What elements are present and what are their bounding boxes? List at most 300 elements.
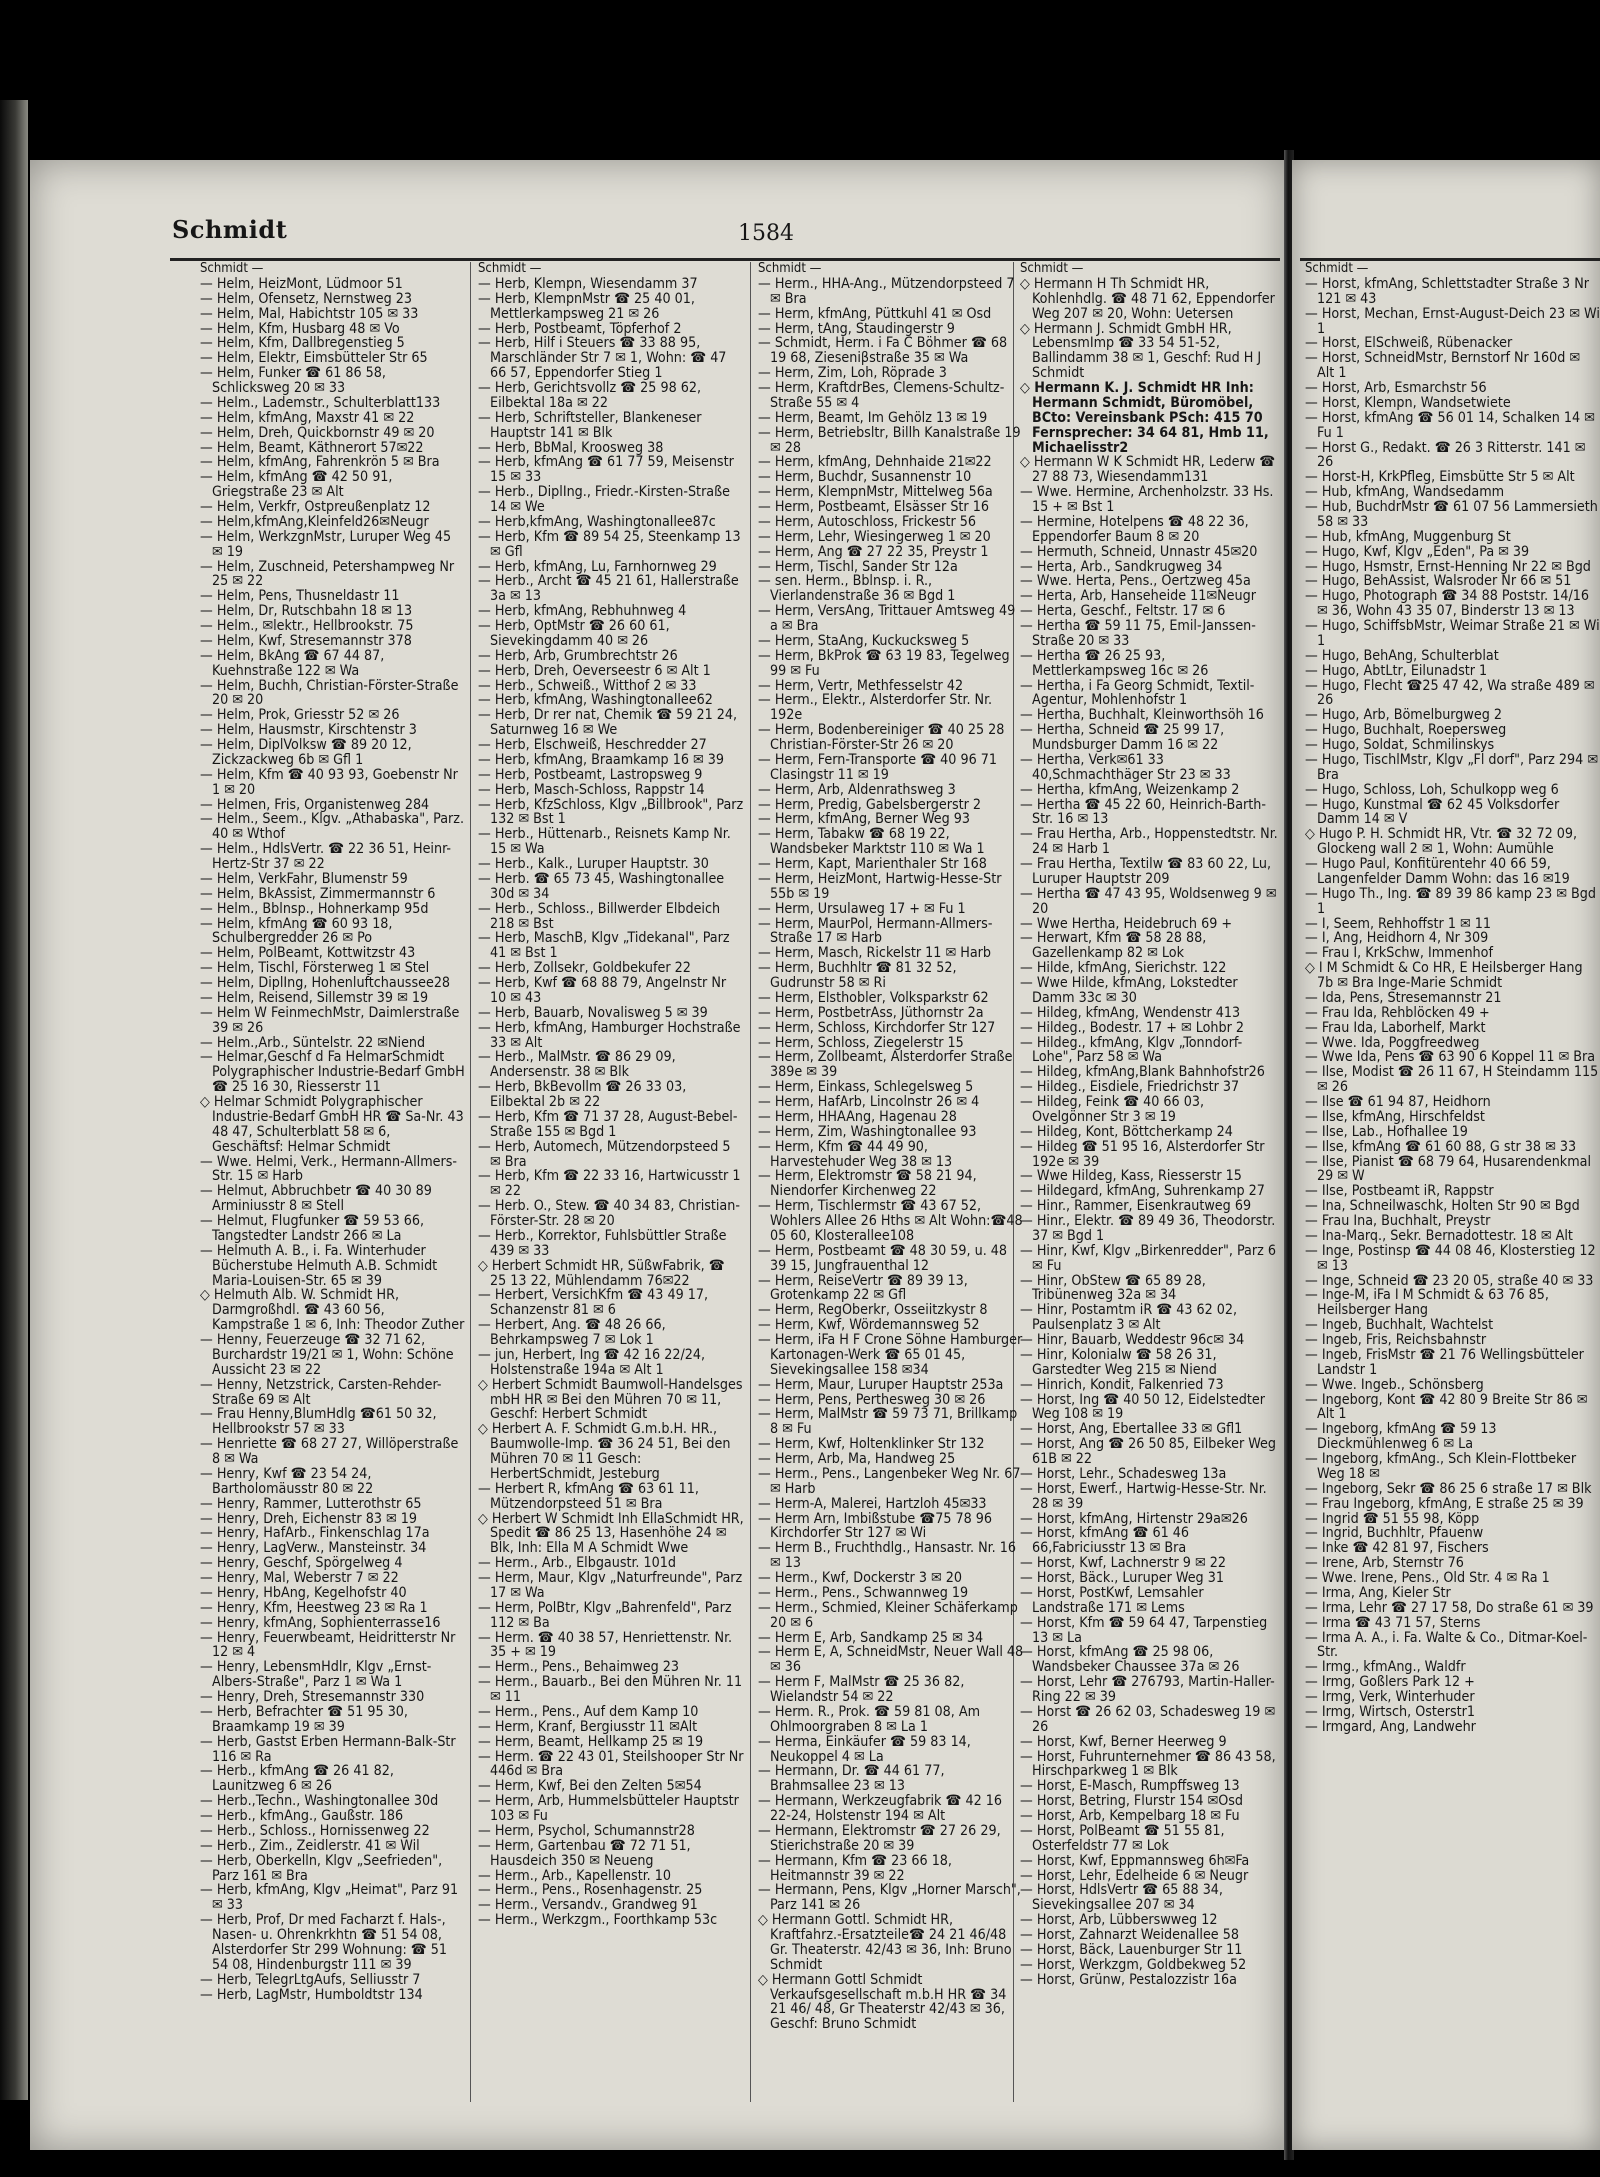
directory-entry: — Herm, Arb, Hummelsbütteler Hauptstr 103 ✉ Fu bbox=[478, 1793, 739, 1824]
directory-entry: — Hildeg ☎ 51 95 16, Alsterdorfer Str 192e ✉ 39 bbox=[1020, 1138, 1265, 1170]
directory-entry: — Herb. O., Stew. ☎ 40 34 83, Christian-Förster-Str. 28 ✉ 20 bbox=[478, 1198, 740, 1229]
directory-entry: — Herb, TelegrLtgAufs, Selliusstr 7 bbox=[200, 1971, 421, 1988]
directory-entry: — Hildegard, kfmAng, Suhrenkamp 27 bbox=[1020, 1183, 1265, 1200]
directory-entry: — Herm, RegOberkr, Osseiitzkystr 8 bbox=[758, 1302, 988, 1319]
directory-entry: — Helm, Prok, Griesstr 52 ✉ 26 bbox=[200, 707, 400, 724]
directory-entry: — Herb, KlempnMstr ☎ 25 40 01, Mettlerkampsweg 21 ✉ 26 bbox=[478, 290, 695, 322]
directory-entry: — Herm, VersAng, Trittauer Amtsweg 49 a ✉ Bra bbox=[758, 603, 1016, 634]
column-head: Schmidt — bbox=[478, 262, 542, 276]
directory-entry: ◇ Hermann W K Schmidt HR, Lederw ☎ 27 88 73, Wiesendamm131 bbox=[1020, 454, 1276, 486]
directory-entry: — Horst, Werkzgm, Goldbekweg 52 bbox=[1020, 1956, 1247, 1973]
directory-entry: — Wwe. Ingeb., Schönsberg bbox=[1305, 1376, 1484, 1393]
directory-entry: — Helm, Kfm, Husbarg 48 ✉ Vo bbox=[200, 320, 400, 337]
directory-entry: — Herb, Kfm ☎ 22 33 16, Hartwicusstr 1 ✉ 22 bbox=[478, 1168, 741, 1200]
directory-entry: — Herb, Dr rer nat, Chemik ☎ 59 21 24, Saturnweg 16 ✉ We bbox=[478, 707, 738, 739]
directory-entry: — Irmg., kfmAng., Waldfr bbox=[1305, 1659, 1466, 1676]
directory-entry: — Hinr, Bauarb, Weddestr 96c✉ 34 bbox=[1020, 1332, 1245, 1348]
directory-entry: — Helm, Ofensetz, Nernstweg 23 bbox=[200, 290, 412, 307]
directory-entry: — Herb, Postbeamt, Lastropsweg 9 bbox=[478, 766, 703, 783]
directory-entry: — Herm, Elektromstr ☎ 58 21 94, Niendorfer Kirchenweg 22 bbox=[758, 1168, 977, 1200]
directory-entry: — Herb, LagMstr, Humboldtstr 134 bbox=[200, 1986, 423, 2003]
directory-entry: — Horst, kfmAng ☎ 56 01 14, Schalken 14 ✉ Fu 1 bbox=[1305, 409, 1595, 441]
directory-entry: — Herm., Arb., Kapellenstr. 10 bbox=[478, 1867, 671, 1884]
directory-entry: — Herb, kfmAng, Washingtonallee62 bbox=[478, 692, 713, 709]
directory-entry: — Helm, kfmAng ☎ 42 50 91, Griegstraße 23 ✉ Alt bbox=[200, 469, 393, 501]
directory-entry: — Herm, Postbeamt ☎ 48 30 59, u. 48 39 15, Jungfrauenthal 12 bbox=[758, 1242, 1008, 1274]
directory-entry: — Helm., Lademstr., Schulterblatt133 bbox=[200, 394, 441, 411]
directory-entry: — Herb, BkBevollm ☎ 26 33 03, Eilbektal 2b ✉ 22 bbox=[478, 1079, 687, 1110]
directory-entry: — Ingeborg, Sekr ☎ 86 25 6 straße 17 ✉ Blk bbox=[1305, 1480, 1592, 1497]
directory-entry: — Horst, Arb, Kempelbarg 18 ✉ Fu bbox=[1020, 1808, 1240, 1824]
directory-entry: — Herbert, VersichKfm ☎ 43 49 17, Schanzenstr 81 ✉ 6 bbox=[478, 1287, 709, 1319]
directory-entry: — Hugo, Kwf, Klgv „Eden", Pa ✉ 39 bbox=[1305, 543, 1530, 560]
directory-entry: — Herm, HeizMont, Hartwig-Hesse-Str 55b ✉ 19 bbox=[758, 870, 1002, 902]
directory-entry: — Herta, Arb, Hanseheide 11✉Neugr bbox=[1020, 588, 1256, 605]
directory-entry: — Herm., Versandv., Grandweg 91 bbox=[478, 1897, 698, 1914]
directory-entry: — Herm, Masch, Rickelstr 11 ✉ Harb bbox=[758, 945, 991, 962]
directory-entry: — Hilde, kfmAng, Sierichstr. 122 bbox=[1020, 960, 1227, 977]
directory-entry: — sen. Herm., Bblnsp. i. R., Vierlandenstraße 36 ✉ Bgd 1 bbox=[758, 573, 956, 605]
directory-entry: — Henry, HbAng, Kegelhofstr 40 bbox=[200, 1584, 407, 1601]
directory-entry: — Horst, Mechan, Ernst-August-Deich 23 ✉ Wi 1 bbox=[1305, 305, 1600, 337]
directory-entry: — Horst, Fuhrunternehmer ☎ 86 43 58, Hirschparkweg 1 ✉ Blk bbox=[1020, 1748, 1276, 1780]
directory-entry: — Horst, Kfm ☎ 59 64 47, Tarpenstieg 13 ✉ La bbox=[1020, 1614, 1268, 1646]
directory-entry: — Frau Hertha, Textilw ☎ 83 60 22, Lu, Luruper Hauptstr 209 bbox=[1020, 856, 1272, 887]
directory-entry: — Helmar,Geschf d Fa HelmarSchmidt Polygraphischer Industrie-Bedarf GmbH ☎ 25 16 30, Riesserstr 11 bbox=[200, 1049, 465, 1096]
directory-entry: — Herm., Pens., Rosenhagenstr. 25 bbox=[478, 1882, 703, 1899]
directory-entry: — Henry, Geschf, Spörgelweg 4 bbox=[200, 1555, 403, 1572]
column-head: Schmidt — bbox=[200, 262, 264, 276]
directory-entry: — Ilse, kfmAng ☎ 61 60 88, G str 38 ✉ 33 bbox=[1305, 1138, 1577, 1155]
directory-entry: ◇ Helmuth Alb. W. Schmidt HR, Darmgroßhdl. ☎ 43 60 56, Kampstraße 1 ✉ 6, Inh: Theodor Zuther bbox=[200, 1287, 465, 1334]
directory-entry: — Herm, Kwf, Bei den Zelten 5✉54 bbox=[478, 1778, 702, 1795]
directory-entry: — Hertha ☎ 47 43 95, Woldsenweg 9 ✉ 20 bbox=[1020, 885, 1277, 917]
directory-entry: — Herm, KraftdrBes, Clemens-Schultz-Straße 55 ✉ 4 bbox=[758, 380, 1005, 411]
directory-entry: — Herwart, Kfm ☎ 58 28 88, Gazellenkamp 82 ✉ Lok bbox=[1020, 930, 1207, 962]
directory-entry: — Horst, Lehr., Schadesweg 13a bbox=[1020, 1465, 1227, 1482]
directory-entry: — Herm., Kwf, Dockerstr 3 ✉ 20 bbox=[758, 1570, 963, 1586]
directory-entry: — Wwe. Hermine, Archenholzstr. 33 Hs. 15 + ✉ Bst 1 bbox=[1020, 484, 1274, 515]
directory-entry: — Herm., Bauarb., Bei den Mühren Nr. 11 ✉ 11 bbox=[478, 1674, 743, 1705]
directory-entry: — Helm,kfmAng,Kleinfeld26✉Neugr bbox=[200, 513, 429, 530]
directory-entry: — Ilse, Postbeamt iR, Rappstr bbox=[1305, 1183, 1494, 1200]
directory-entry: — Hinr., Rammer, Eisenkrautweg 69 bbox=[1020, 1198, 1252, 1215]
directory-entry: — Hildeg, kfmAng,Blank Bahnhofstr26 bbox=[1020, 1064, 1265, 1081]
directory-entry: — Hugo, BehAng, Schulterblat bbox=[1305, 647, 1499, 664]
directory-entry: — Herm, Arb, Ma, Handweg 25 bbox=[758, 1451, 956, 1467]
next-page-column bbox=[1305, 262, 1600, 2102]
directory-entry: — Herm Arn, Imbißstube ☎75 78 96 Kirchdorfer Str 127 ✉ Wi bbox=[758, 1510, 993, 1542]
directory-entry: — Herb, OptMstr ☎ 26 60 61, Sievekingdamm 40 ✉ 26 bbox=[478, 618, 670, 649]
directory-entry: — Herm E, Arb, Sandkamp 25 ✉ 34 bbox=[758, 1629, 984, 1646]
directory-entry: — Hugo, BehAssist, Walsroder Nr 66 ✉ 51 bbox=[1305, 573, 1572, 590]
directory-entry: — Henry, LagVerw., Mansteinstr. 34 bbox=[200, 1540, 427, 1557]
directory-entry: — Helmen, Fris, Organistenweg 284 bbox=[200, 796, 430, 813]
directory-entry: — Herm, kfmAng, Berner Weg 93 bbox=[758, 811, 971, 828]
directory-entry: — Wwe. Herta, Pens., Oertzweg 45a bbox=[1020, 573, 1251, 590]
directory-entry: — Ingeborg, Kont ☎ 42 80 9 Breite Str 86 ✉ Alt 1 bbox=[1305, 1391, 1588, 1423]
directory-entry: — Herm., Pens., Behaimweg 23 bbox=[478, 1659, 680, 1676]
directory-entry: — Herm E, A, SchneidMstr, Neuer Wall 48 ✉ 36 bbox=[758, 1644, 1024, 1676]
directory-entry: — Hertha, i Fa Georg Schmidt, Textil-Agentur, Mohlenhofstr 1 bbox=[1020, 677, 1255, 709]
directory-entry: — Herm, Predig, Gabelsbergerstr 2 bbox=[758, 796, 982, 813]
directory-entry: — Frau Henny,BlumHdlg ☎61 50 32, Hellbrookstr 57 ✉ 33 bbox=[200, 1406, 437, 1438]
directory-entry: — Ina-Marq., Sekr. Bernadottestr. 18 ✉ Alt bbox=[1305, 1227, 1573, 1244]
directory-entry: — Herm, Vertr, Methfesselstr 42 bbox=[758, 677, 964, 694]
directory-entry: — Horst, Arb, Esmarchstr 56 bbox=[1305, 380, 1487, 396]
directory-entry: — Helm, Mal, Habichtstr 105 ✉ 33 bbox=[200, 305, 419, 322]
directory-entry: — Helm, Dr, Rutschbahn 18 ✉ 13 bbox=[200, 603, 413, 620]
directory-entry: — Hub, kfmAng, Wandsedamm bbox=[1305, 484, 1505, 501]
directory-entry: — Hinr, Kwf, Klgv „Birkenredder", Parz 6 ✉ Fu bbox=[1020, 1242, 1276, 1274]
directory-entry: — Herm, Pens, Perthesweg 30 ✉ 26 bbox=[758, 1391, 986, 1408]
directory-entry: — Hugo, Schloss, Loh, Schulkopp weg 6 bbox=[1305, 781, 1559, 798]
directory-entry: ◇ Hermann Gottl Schmidt Verkaufsgesellschaft m.b.H HR ☎ 34 21 46/ 48, Gr Theaterstr 42/43 ✉ 36, Geschf: Bruno Schmidt bbox=[758, 1971, 1007, 2033]
directory-entry: — Irene, Arb, Sternstr 76 bbox=[1305, 1555, 1464, 1572]
directory-entry: — Herb., kfmAng ☎ 26 41 82, Launitzweg 6 ✉ 26 bbox=[200, 1763, 394, 1795]
directory-entry: — Herb. ☎ 65 73 45, Washingtonallee 30d ✉ 34 bbox=[478, 870, 725, 902]
directory-entry: — Herb, Gastst Erben Hermann-Balk-Str 116 ✉ Ra bbox=[200, 1733, 456, 1765]
directory-entry: — Henry, LebensmHdlr, Klgv „Ernst-Albers-Straße", Parz 1 ✉ Wa 1 bbox=[200, 1659, 432, 1691]
directory-entry: — Horst, Kwf, Eppmannsweg 6h✉Fa bbox=[1020, 1852, 1250, 1869]
directory-entry: — Helm, VerkFahr, Blumenstr 59 bbox=[200, 870, 408, 887]
directory-entry: — Herb, Postbeamt, Töpferhof 2 bbox=[478, 320, 682, 337]
directory-entry: — Ilse, Modist ☎ 26 11 67, H Steindamm 115 ✉ 26 bbox=[1305, 1064, 1599, 1096]
directory-entry: — Henny, Netzstrick, Carsten-Rehder-Straße 69 ✉ Alt bbox=[200, 1376, 442, 1408]
directory-entry: — Hugo Th., Ing. ☎ 89 39 86 kamp 23 ✉ Bgd 1 bbox=[1305, 885, 1596, 917]
directory-entry: — Herb., kfmAng., Gaußstr. 186 bbox=[200, 1808, 404, 1824]
directory-entry: — Herm, Kranf, Bergiusstr 11 ✉Alt bbox=[478, 1718, 698, 1735]
directory-entry: — Herm, kfmAng, Püttkuhl 41 ✉ Osd bbox=[758, 305, 992, 322]
directory-entry: — Hugo, Arb, Bömelburgweg 2 bbox=[1305, 707, 1502, 724]
directory-entry: — Herm, Kwf, Wördemannsweg 52 bbox=[758, 1317, 980, 1334]
directory-entry: — Herb, kfmAng, Rebhuhnweg 4 bbox=[478, 603, 687, 620]
directory-entry: — Inge-M, iFa I M Schmidt & 63 76 85, Heilsberger Hang bbox=[1305, 1287, 1549, 1319]
directory-entry: — Herb, Klempn, Wiesendamm 37 bbox=[478, 275, 698, 292]
directory-entry: ◇ Hermann H Th Schmidt HR, Kohlenhdlg. ☎ 48 71 62, Eppendorfer Weg 207 ✉ 20, Wohn: Uetersen bbox=[1020, 275, 1275, 322]
directory-entry: — Herm, Maur, Luruper Hauptstr 253a bbox=[758, 1376, 1004, 1393]
directory-entry: — Herm, Ursulaweg 17 + ✉ Fu 1 bbox=[758, 900, 966, 917]
directory-entry: — Herb, Kfm ☎ 71 37 28, August-Bebel-Straße 155 ✉ Bgd 1 bbox=[478, 1108, 738, 1140]
directory-entry: — Hildeg, Kont, Böttcherkamp 24 bbox=[1020, 1123, 1233, 1140]
directory-entry: — Hugo, TischlMstr, Klgv „Fl dorf", Parz 294 ✉ Bra bbox=[1305, 751, 1599, 783]
directory-entry: — Horst, Arb, Lübberswweg 12 bbox=[1020, 1912, 1218, 1929]
directory-entry: — Horst, Lehr, Edelheide 6 ✉ Neugr bbox=[1020, 1867, 1249, 1884]
directory-entry: — Hildeg, Feink ☎ 40 66 03, Ovelgönner Str 3 ✉ 19 bbox=[1020, 1094, 1205, 1125]
directory-entry: ◇ Hermann K. J. Schmidt HR Inh: Hermann Schmidt, Büromöbel, BCto: Vereinsbank PSch: 415 70 Fernsprecher: 34 64 81, Hmb 11, Michaelisstr2 bbox=[1020, 380, 1269, 456]
directory-entry: — Wwe Hilde, kfmAng, Lokstedter Damm 33c ✉ 30 bbox=[1020, 975, 1238, 1006]
directory-entry: — Wwe Ida, Pens ☎ 63 90 6 Koppel 11 ✉ Bra bbox=[1305, 1049, 1596, 1066]
directory-entry: — Ilse ☎ 61 94 87, Heidhorn bbox=[1305, 1094, 1491, 1110]
directory-entry: — Helm, PolBeamt, Kottwitzstr 43 bbox=[200, 945, 416, 962]
directory-entry: — Herb, KfzSchloss, Klgv „Billbrook", Parz 132 ✉ Bst 1 bbox=[478, 796, 744, 828]
directory-entry: — Inge, Postinsp ☎ 44 08 46, Klosterstieg 12 ✉ 13 bbox=[1305, 1242, 1596, 1274]
directory-entry: — Herm, Tabakw ☎ 68 19 22, Wandsbeker Marktstr 110 ✉ Wa 1 bbox=[758, 826, 985, 858]
directory-entry: — Herb, Zollsekr, Goldbekufer 22 bbox=[478, 960, 691, 977]
directory-entry: — Irmg, Wirtsch, Osterstr1 bbox=[1305, 1703, 1476, 1720]
directory-entry: — Herm, Fern-Transporte ☎ 40 96 71 Clasingstr 11 ✉ 19 bbox=[758, 751, 997, 783]
directory-entry: — Herm., Arb., Elbgaustr. 101d bbox=[478, 1555, 676, 1572]
directory-entry: — Henry, Feuerwbeamt, Heidritterstr Nr 12 ✉ 4 bbox=[200, 1629, 456, 1661]
directory-entry: — Herb, Hilf i Steuers ☎ 33 88 95, Marschländer Str 7 ✉ 1, Wohn: ☎ 47 66 57, Eppendorfer Stieg 1 bbox=[478, 335, 727, 382]
directory-entry: — Hugo, Buchhalt, Roepersweg bbox=[1305, 722, 1507, 739]
directory-entry: — Herm., Elektr., Alsterdorfer Str. Nr. 192e bbox=[758, 692, 993, 724]
directory-entry: — Herb, Oberkelln, Klgv „Seefrieden", Parz 161 ✉ Bra bbox=[200, 1852, 443, 1884]
directory-entry: — Herm, Postbeamt, Elsässer Str 16 bbox=[758, 499, 989, 515]
directory-entry: — Hertha, Buchhalt, Kleinworthsöh 16 bbox=[1020, 707, 1264, 724]
directory-entry: — Helm.,Arb., Süntelstr. 22 ✉Niend bbox=[200, 1034, 426, 1051]
directory-entry: — Helm., Seem., Klgv. „Athabaska", Parz. 40 ✉ Wthof bbox=[200, 811, 465, 843]
directory-entry: — Herm, Buchdr, Susannenstr 10 bbox=[758, 469, 972, 486]
directory-column-2 bbox=[478, 262, 744, 2102]
directory-entry: — Hugo, Flecht ☎25 47 42, Wa straße 489 ✉ 26 bbox=[1305, 677, 1595, 709]
directory-entry: — Hugo Paul, Konfitürentehr 40 66 59, Langenfelder Damm Wohn: das 16 ✉19 bbox=[1305, 856, 1570, 887]
directory-entry: — Herm, kfmAng, Dehnhaide 21✉22 bbox=[758, 454, 992, 471]
directory-entry: — Horst, Grünw, Pestalozzistr 16a bbox=[1020, 1971, 1237, 1988]
directory-entry: — Helm W FeinmechMstr, Daimlerstraße 39 ✉ 26 bbox=[200, 1004, 460, 1036]
directory-entry: — Herb,kfmAng, Washingtonallee87c bbox=[478, 513, 716, 530]
directory-entry: — Ilse, Lab., Hofhallee 19 bbox=[1305, 1123, 1468, 1140]
directory-entry: — Irma, Lehr ☎ 27 17 58, Do straße 61 ✉ 39 bbox=[1305, 1599, 1594, 1616]
directory-entry: — Helm, Funker ☎ 61 86 58, Schlicksweg 20 ✉ 33 bbox=[200, 365, 386, 396]
directory-entry: — Horst G., Redakt. ☎ 26 3 Ritterstr. 141 ✉ 26 bbox=[1305, 439, 1586, 471]
directory-entry: — Herm F, MalMstr ☎ 25 36 82, Wielandstr 54 ✉ 22 bbox=[758, 1674, 965, 1705]
directory-entry: — Herb, Befrachter ☎ 51 95 30, Braamkamp 19 ✉ 39 bbox=[200, 1703, 408, 1735]
directory-entry: — Helm, Dreh, Quickbornstr 49 ✉ 20 bbox=[200, 424, 435, 441]
directory-entry: — Henny, Feuerzeuge ☎ 32 71 62, Burchardstr 19/21 ✉ 1, Wohn: Schöne Aussicht 23 ✉ 22 bbox=[200, 1332, 454, 1378]
directory-entry: — Hermann, Elektromstr ☎ 27 26 29, Stierichstraße 20 ✉ 39 bbox=[758, 1822, 1001, 1854]
directory-entry: — Herb., MalMstr. ☎ 86 29 09, Andersenstr. 38 ✉ Blk bbox=[478, 1049, 676, 1081]
directory-entry: — Herb, Arb, Grumbrechtstr 26 bbox=[478, 647, 678, 664]
directory-entry: — Horst ☎ 26 62 03, Schadesweg 19 ✉ 26 bbox=[1020, 1703, 1276, 1735]
directory-entry: — Helm, BkAng ☎ 67 44 87, Kuehnstraße 122 ✉ Wa bbox=[200, 647, 385, 679]
directory-entry: — Herm, KlempnMstr, Mittelweg 56a bbox=[758, 484, 993, 501]
directory-entry: — Herm, tAng, Staudingerstr 9 bbox=[758, 320, 955, 337]
directory-entry: — Herm, Ang ☎ 27 22 35, Preystr 1 bbox=[758, 543, 989, 560]
directory-entry: — Henriette ☎ 68 27 27, Willöperstraße 8 ✉ Wa bbox=[200, 1436, 459, 1467]
directory-entry: — Herb., Schloss., Billwerder Elbdeich 218 ✉ Bst bbox=[478, 900, 721, 932]
directory-entry: — Wwe. Helmi, Verk., Hermann-Allmers-Str. 15 ✉ Harb bbox=[200, 1153, 458, 1185]
directory-entry: — Herm, PostbetrAss, Jüthornstr 2a bbox=[758, 1004, 984, 1021]
directory-entry: — Herm., HHA-Ang., Mützendorpsteed 7 ✉ Bra bbox=[758, 275, 1015, 307]
directory-entry: — Helm, HeizMont, Lüdmoor 51 bbox=[200, 275, 403, 292]
directory-entry: — Hugo, Hsmstr, Ernst-Henning Nr 22 ✉ Bgd bbox=[1305, 558, 1591, 575]
directory-entry: — Helm, Tischl, Försterweg 1 ✉ Stel bbox=[200, 960, 430, 977]
directory-entry: — Hertha, kfmAng, Weizenkamp 2 bbox=[1020, 781, 1240, 798]
directory-entry: — Schmidt, Herm. i Fa C Böhmer ☎ 68 19 68, Zieseniβstraße 35 ✉ Wa bbox=[758, 335, 1008, 367]
directory-entry: — Herb., Schloss., Hornissenweg 22 bbox=[200, 1822, 430, 1839]
directory-column-4 bbox=[1020, 262, 1278, 2102]
directory-entry: — Helm, Verkfr, Ostpreußenplatz 12 bbox=[200, 499, 431, 515]
directory-entry: — Hugo, SchiffsbMstr, Weimar Straße 21 ✉ Wi 1 bbox=[1305, 618, 1600, 649]
directory-entry: — Hugo, AbtLtr, Eilunadstr 1 bbox=[1305, 662, 1488, 679]
directory-entry: — I, Ang, Heidhorn 4, Nr 309 bbox=[1305, 930, 1489, 947]
page-number: 1584 bbox=[738, 221, 794, 246]
directory-entry: — Herm, BkProk ☎ 63 19 83, Tegelweg 99 ✉ Fu bbox=[758, 647, 1010, 679]
directory-entry: ◇ Helmar Schmidt Polygraphischer Industrie-Bedarf GmbH HR ☎ Sa-Nr. 43 48 47, Schulterblatt 58 ✉ 6, Geschäftsf: Helmar Schmidt bbox=[200, 1094, 464, 1155]
directory-entry: — Herm, Betriebsltr, Billh Kanalstraße 19 ✉ 28 bbox=[758, 424, 1021, 456]
directory-entry: — Herb, Prof, Dr med Facharzt f. Hals-, Nasen- u. Ohrenkrkhtn ☎ 51 54 08, Alsterdorfer Str 299 Wohnung: ☎ 51 54 08, Hindenburgstr 111 ✉ 39 bbox=[200, 1912, 448, 1973]
directory-entry: — Herb., Hüttenarb., Reisnets Kamp Nr. 15 ✉ Wa bbox=[478, 826, 731, 858]
directory-entry: — Herm-A, Malerei, Hartzloh 45✉33 bbox=[758, 1495, 987, 1512]
directory-entry: — Hermuth, Schneid, Unnastr 45✉20 bbox=[1020, 543, 1258, 560]
directory-entry: — Herb., Kalk., Luruper Hauptstr. 30 bbox=[478, 856, 709, 872]
directory-entry: — Horst, Zahnarzt Weidenallee 58 bbox=[1020, 1927, 1239, 1943]
directory-entry: — Henry, HafArb., Finkenschlag 17a bbox=[200, 1525, 430, 1542]
directory-entry: — Henry, Dreh, Stresemannstr 330 bbox=[200, 1689, 425, 1705]
directory-entry: — Herm, Bodenbereiniger ☎ 40 25 28 Christian-Förster-Str 26 ✉ 20 bbox=[758, 722, 1005, 753]
directory-entry: — Hugo, Soldat, Schmilinskys bbox=[1305, 737, 1495, 753]
directory-entry: — Herb, Kfm ☎ 89 54 25, Steenkamp 13 ✉ Gfl bbox=[478, 528, 741, 560]
directory-entry: — Herta, Geschf., Feltstr. 17 ✉ 6 bbox=[1020, 603, 1226, 620]
directory-entry: — Helm., Bblnsp., Hohnerkamp 95d bbox=[200, 900, 429, 917]
directory-entry: — Horst, PostKwf, Lemsahler Landstraße 171 ✉ Lems bbox=[1020, 1584, 1204, 1616]
directory-entry: — Herm., Werkzgm., Foorthkamp 53c bbox=[478, 1912, 718, 1929]
directory-entry: — Herb, kfmAng ☎ 61 77 59, Meisenstr 15 ✉ 33 bbox=[478, 454, 734, 486]
directory-entry: — Horst, E-Masch, Rumpffsweg 13 bbox=[1020, 1778, 1240, 1795]
directory-entry: — Herm, Lehr, Wiesingerweg 1 ✉ 20 bbox=[758, 528, 991, 545]
directory-entry: — Hinr, ObStew ☎ 65 89 28, Tribünenweg 32a ✉ 34 bbox=[1020, 1272, 1206, 1304]
directory-entry: — Herm, PolBtr, Klgv „Bahrenfeld", Parz 112 ✉ Ba bbox=[478, 1599, 732, 1631]
directory-entry: — Helm., HdlsVertr. ☎ 22 36 51, Heinr-Hertz-Str 37 ✉ 22 bbox=[200, 841, 452, 872]
directory-entry: — Herb, Bauarb, Novalisweg 5 ✉ 39 bbox=[478, 1004, 708, 1021]
directory-entry: — Herb, kfmAng, Hamburger Hochstraße 33 ✉ Alt bbox=[478, 1019, 741, 1051]
directory-entry: — Helm, kfmAng, Maxstr 41 ✉ 22 bbox=[200, 409, 415, 426]
directory-entry: — Inke ☎ 42 81 97, Fischers bbox=[1305, 1540, 1489, 1557]
directory-entry: — Ingeb, FrisMstr ☎ 21 76 Wellingsbütteler Landstr 1 bbox=[1305, 1346, 1584, 1378]
directory-entry: — Ingrid, Buchhltr, Pfauenw bbox=[1305, 1525, 1484, 1542]
directory-entry: — Wwe. Ida, Poggfreedweg bbox=[1305, 1034, 1480, 1051]
directory-entry: — Herm, Zollbeamt, Alsterdorfer Straße 389e ✉ 39 bbox=[758, 1049, 1013, 1081]
directory-entry: — Henry, Kfm, Heestweg 23 ✉ Ra 1 bbox=[200, 1599, 428, 1616]
directory-entry: — Horst, Ing ☎ 40 50 12, Eidelstedter Weg 108 ✉ 19 bbox=[1020, 1391, 1265, 1423]
directory-entry: — Herb., Archt ☎ 45 21 61, Hallerstraße 3a ✉ 13 bbox=[478, 573, 739, 605]
directory-entry: — Henry, Mal, Weberstr 7 ✉ 22 bbox=[200, 1570, 399, 1586]
directory-entry: — Herb, Masch-Schloss, Rappstr 14 bbox=[478, 781, 705, 798]
directory-entry: — Herb, kfmAng, Lu, Farnhornweg 29 bbox=[478, 558, 717, 575]
directory-entry: — Herm, Zim, Washingtonallee 93 bbox=[758, 1123, 977, 1140]
directory-entry: — Inge, Schneid ☎ 23 20 05, straße 40 ✉ 33 bbox=[1305, 1272, 1594, 1289]
directory-entry: — Herm, Kwf, Holtenklinker Str 132 bbox=[758, 1436, 985, 1453]
directory-entry: ◇ Herbert Schmidt HR, SüßwFabrik, ☎ 25 13 22, Mühlendamm 76✉22 bbox=[478, 1257, 725, 1289]
directory-entry: — Herma, Einkäufer ☎ 59 83 14, Neukoppel 4 ✉ La bbox=[758, 1733, 971, 1765]
column-divider bbox=[470, 262, 471, 2102]
directory-entry: — Horst, Klempn, Wandsetwiete bbox=[1305, 394, 1511, 411]
next-page-header-rule bbox=[1300, 258, 1600, 261]
directory-entry: — Horst, Ewerf., Hartwig-Hesse-Str. Nr. 28 ✉ 39 bbox=[1020, 1480, 1267, 1512]
directory-entry: — Helm, Kwf, Stresemannstr 378 bbox=[200, 632, 412, 649]
directory-entry: — Frau Ina, Buchhalt, Preystr bbox=[1305, 1213, 1491, 1229]
directory-entry: — Helm, Kfm ☎ 40 93 93, Goebenstr Nr 1 ✉ 20 bbox=[200, 766, 458, 798]
directory-entry: — Horst, kfmAng, Schlettstadter Straße 3 Nr 121 ✉ 43 bbox=[1305, 275, 1590, 307]
directory-entry: — Herm, Beamt, Im Gehölz 13 ✉ 19 bbox=[758, 409, 988, 426]
directory-entry: — Horst, Betring, Flurstr 154 ✉Osd bbox=[1020, 1793, 1244, 1810]
directory-entry: ◇ Herbert W Schmidt Inh EllaSchmidt HR, Spedit ☎ 86 25 13, Hasenhöhe 24 ✉ Blk, Inh: Ella M A Schmidt Wwe bbox=[478, 1510, 744, 1557]
directory-entry: — Hugo, Photograph ☎ 34 88 Poststr. 14/16 ✉ 36, Wohn 43 35 07, Binderstr 13 ✉ 13 bbox=[1305, 588, 1590, 620]
directory-entry: — Herb, Elschweiß, Heschredder 27 bbox=[478, 737, 707, 753]
directory-entry: — Helm, BkAssist, Zimmermannstr 6 bbox=[200, 885, 436, 902]
directory-entry: — Hinrich, Kondit, Falkenried 73 bbox=[1020, 1376, 1224, 1393]
directory-entry: — Ina, Schneilwaschk, Holten Str 90 ✉ Bgd bbox=[1305, 1198, 1580, 1215]
directory-entry: — Irmg, Verk, Winterhuder bbox=[1305, 1689, 1475, 1705]
directory-entry: — Horst, HdlsVertr ☎ 65 88 34, Sievekingsallee 207 ✉ 34 bbox=[1020, 1882, 1223, 1914]
directory-entry: — Helm, Beamt, Käthnerort 57✉22 bbox=[200, 439, 424, 456]
directory-entry: — Horst, Bäck, Lauenburger Str 11 bbox=[1020, 1941, 1243, 1958]
directory-column-3 bbox=[758, 262, 1024, 2102]
directory-entry: — Ingeb, Buchhalt, Wachtelst bbox=[1305, 1317, 1494, 1334]
directory-entry: — Helm., ✉lektr., Hellbrookstr. 75 bbox=[200, 618, 414, 634]
directory-entry: — Herm, Schloss, Ziegelerstr 15 bbox=[758, 1034, 964, 1051]
directory-entry: — Herm, Schloss, Kirchdorfer Str 127 bbox=[758, 1019, 996, 1036]
directory-entry: — Frau I, KrkSchw, Immenhof bbox=[1305, 945, 1493, 962]
directory-entry: — Ingeborg, kfmAng ☎ 59 13 Dieckmühlenweg 6 ✉ La bbox=[1305, 1421, 1497, 1453]
directory-entry: — Herbert, Ang. ☎ 48 26 66, Behrkampsweg 7 ✉ Lok 1 bbox=[478, 1317, 666, 1348]
directory-entry: — Helm, DiplVolksw ☎ 89 20 12, Zickzackweg 6b ✉ Gfl 1 bbox=[200, 737, 412, 768]
directory-entry: — Herm, HafArb, Lincolnstr 26 ✉ 4 bbox=[758, 1094, 980, 1110]
directory-entry: — Herm, Tischlermstr ☎ 43 67 52, Wohlers Allee 26 Hths ✉ Alt Wohn:☎48 05 60, Klosterallee108 bbox=[758, 1198, 1023, 1244]
column-head: Schmidt — bbox=[758, 262, 822, 276]
directory-entry: — Herm., Pens., Schwannweg 19 bbox=[758, 1584, 969, 1601]
directory-entry: — Herm, MaurPol, Hermann-Allmers-Straße 17 ✉ Harb bbox=[758, 915, 993, 947]
directory-entry: — Hildeg, kfmAng, Wendenstr 413 bbox=[1020, 1004, 1241, 1021]
directory-entry: — Herb, Kwf ☎ 68 88 79, Angelnstr Nr 10 ✉ 43 bbox=[478, 975, 727, 1006]
directory-entry: — Herm, Psychol, Schumannstr28 bbox=[478, 1822, 695, 1839]
directory-entry: — Herta, Arb., Sandkrugweg 34 bbox=[1020, 558, 1223, 575]
directory-entry: ◇ Hugo P. H. Schmidt HR, Vtr. ☎ 32 72 09, Glockeng wall 2 ✉ 1, Wohn: Aumühle bbox=[1305, 826, 1578, 858]
directory-entry: — Henry, Kwf ☎ 23 54 24, Bartholomäusstr 80 ✉ 22 bbox=[200, 1465, 374, 1497]
directory-entry: — Hertha ☎ 26 25 93, Mettlerkampsweg 16c ✉ 26 bbox=[1020, 647, 1209, 679]
directory-entry: — Ingeb, Fris, Reichsbahnstr bbox=[1305, 1332, 1487, 1348]
directory-entry: — Horst, kfmAng ☎ 25 98 06, Wandsbeker Chaussee 37a ✉ 26 bbox=[1020, 1644, 1240, 1676]
directory-entry: — Herm, Maur, Klgv „Naturfreunde", Parz 17 ✉ Wa bbox=[478, 1570, 743, 1601]
directory-entry: — Herb, Schriftsteller, Blankeneser Hauptstr 141 ✉ Blk bbox=[478, 409, 702, 441]
directory-entry: — Wwe Hildeg, Kass, Riesserstr 15 bbox=[1020, 1168, 1242, 1185]
directory-entry: — Ingeborg, kfmAng., Sch Klein-Flottbeker Weg 18 ✉ bbox=[1305, 1451, 1577, 1482]
directory-entry: — Herm, Arb, Aldenrathsweg 3 bbox=[758, 781, 956, 798]
directory-entry: — Herb, Automech, Mützendorpsteed 5 ✉ Bra bbox=[478, 1138, 731, 1170]
directory-entry: — Herm. ☎ 22 43 01, Steilshooper Str Nr 446d ✉ Bra bbox=[478, 1748, 744, 1780]
directory-column-1 bbox=[200, 262, 465, 2102]
directory-entry: — Hinr., Elektr. ☎ 89 49 36, Theodorstr. 37 ✉ Bgd 1 bbox=[1020, 1213, 1276, 1244]
directory-entry: — Horst, Kwf, Berner Heerweg 9 bbox=[1020, 1733, 1227, 1750]
directory-entry: — Henry, kfmAng, Sophienterrasse16 bbox=[200, 1614, 441, 1631]
directory-entry: — Wwe. Irene, Pens., Old Str. 4 ✉ Ra 1 bbox=[1305, 1570, 1550, 1586]
directory-entry: — Herb., DiplIng., Friedr.-Kirsten-Straße 14 ✉ We bbox=[478, 484, 731, 515]
directory-entry: — Hertha, Verk✉61 33 40,Schmachthäger Str 23 ✉ 33 bbox=[1020, 751, 1231, 783]
directory-entry: — Hub, BuchdrMstr ☎ 61 07 56 Lammersieth 58 ✉ 33 bbox=[1305, 499, 1598, 530]
directory-entry: — Helm, kfmAng, Fahrenkrön 5 ✉ Bra bbox=[200, 454, 440, 471]
directory-entry: — Hermann, Kfm ☎ 23 66 18, Heitmannstr 39 ✉ 22 bbox=[758, 1852, 952, 1884]
directory-entry: — Helm, Zuschneid, Petershampweg Nr 25 ✉ 22 bbox=[200, 558, 455, 590]
running-title: Schmidt bbox=[172, 215, 288, 244]
directory-entry: — Henry, Dreh, Eichenstr 83 ✉ 19 bbox=[200, 1510, 417, 1527]
directory-entry: — Herm, ReiseVertr ☎ 89 39 13, Grotenkamp 22 ✉ Gfl bbox=[758, 1272, 968, 1304]
directory-entry: — Horst, Ang ☎ 26 50 85, Eilbeker Weg 61B ✉ 22 bbox=[1020, 1436, 1276, 1467]
directory-entry: — Herm, HHAAng, Hagenau 28 bbox=[758, 1108, 957, 1125]
directory-entry: — Herm, Kapt, Marienthaler Str 168 bbox=[758, 856, 987, 872]
directory-entry: — Horst, PolBeamt ☎ 51 55 81, Osterfeldstr 77 ✉ Lok bbox=[1020, 1822, 1225, 1854]
directory-entry: — I, Seem, Rehhoffstr 1 ✉ 11 bbox=[1305, 915, 1492, 932]
directory-entry: ◇ Herbert Schmidt Baumwoll-Handelsges mbH HR ✉ Bei den Mühren 70 ✉ 11, Geschf: Herbert Schmidt bbox=[478, 1376, 743, 1423]
directory-entry: — Horst, kfmAng ☎ 61 46 66,Fabriciusstr 13 ✉ Bra bbox=[1020, 1525, 1190, 1557]
directory-entry: — Ida, Pens, Stresemannstr 21 bbox=[1305, 989, 1502, 1006]
directory-entry: — Herm, Kfm ☎ 44 49 90, Harvestehuder Weg 38 ✉ 13 bbox=[758, 1138, 953, 1170]
directory-entry: — Herm., Schmied, Kleiner Schäferkamp 20 ✉ 6 bbox=[758, 1599, 1018, 1631]
directory-entry: — Irmg, Goßlers Park 12 + bbox=[1305, 1674, 1475, 1691]
directory-entry: — Hertha ☎ 59 11 75, Emil-Janssen-Straße 20 ✉ 33 bbox=[1020, 618, 1256, 649]
directory-entry: — Herbert R, kfmAng ☎ 63 61 11, Mützendorpsteed 51 ✉ Bra bbox=[478, 1480, 699, 1512]
directory-entry: — Hermann, Werkzeugfabrik ☎ 42 16 22-24, Holstenstr 194 ✉ Alt bbox=[758, 1793, 1002, 1824]
